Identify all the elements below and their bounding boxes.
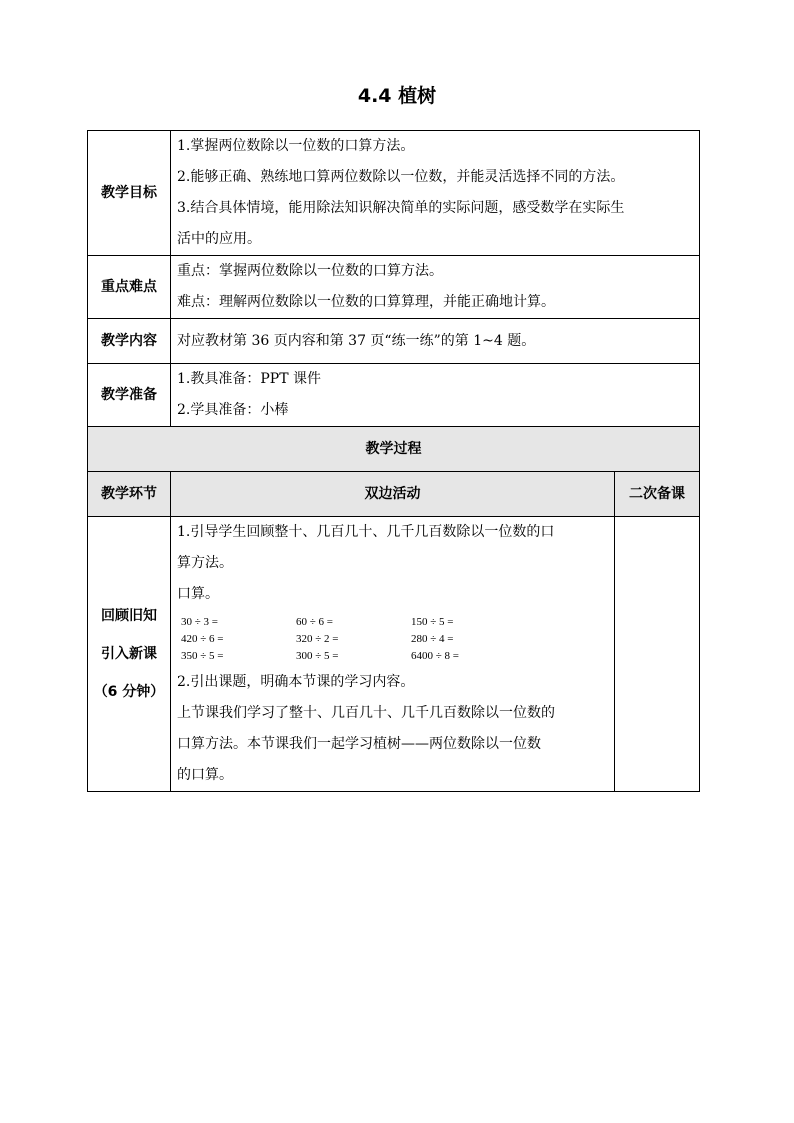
key-points-row: [88, 256, 700, 319]
key-point-line: 难点：理解两位数除以一位数的口算算理，并能正确地计算。: [177, 294, 555, 310]
calculation-grid: [177, 610, 608, 667]
content-row: [88, 319, 700, 364]
review-line: 口算。: [177, 586, 219, 602]
review-line: 算方法。: [177, 555, 233, 571]
review-content: [171, 517, 615, 792]
preparation-label: 教学准备: [88, 364, 171, 427]
review-line: 2.引出课题，明确本节课的学习内容。: [177, 674, 415, 690]
review-label: [88, 517, 171, 792]
calculation-item: 30 ÷ 3 =: [181, 616, 218, 628]
calculation-item: 280 ÷ 4 =: [411, 633, 454, 645]
column-header-row: [88, 472, 700, 517]
content-text: [171, 319, 700, 364]
review-line: 口算方法。本节课我们一起学习植树——两位数除以一位数: [177, 736, 541, 752]
calculation-item: 350 ÷ 5 =: [181, 650, 224, 662]
review-notes: [615, 517, 700, 792]
objectives-content: [171, 131, 700, 256]
process-header: 教学过程: [88, 427, 700, 472]
stage-column-header: 教学环节: [88, 472, 171, 517]
objectives-row: [88, 131, 700, 256]
content-line: 对应教材第 36 页内容和第 37 页“练一练”的第 1~4 题。: [177, 332, 536, 349]
calculation-item: 300 ÷ 5 =: [296, 650, 339, 662]
objective-line: 2.能够正确、熟练地口算两位数除以一位数，并能灵活选择不同的方法。: [177, 169, 625, 185]
key-point-line: 重点：掌握两位数除以一位数的口算方法。: [177, 263, 443, 279]
preparation-line: 1.教具准备：PPT 课件: [177, 371, 321, 387]
objective-line: 活中的应用。: [177, 231, 261, 247]
review-line: 上节课我们学习了整十、几百几十、几千几百数除以一位数的: [177, 705, 555, 721]
review-label-line: 回顾旧知: [101, 608, 157, 624]
review-line: 的口算。: [177, 767, 233, 783]
objective-line: 1.掌握两位数除以一位数的口算方法。: [177, 138, 415, 154]
review-label-line: （6 分钟）: [93, 684, 165, 700]
preparation-row: [88, 364, 700, 427]
activity-column-header: 双边活动: [171, 472, 615, 517]
preparation-content: [171, 364, 700, 427]
key-points-content: [171, 256, 700, 319]
page-title: 4.4 植树: [357, 85, 437, 107]
content-label: 教学内容: [88, 319, 171, 364]
calculation-item: 320 ÷ 2 =: [296, 633, 339, 645]
review-label-line: 引入新课: [101, 646, 157, 662]
process-header-row: [88, 427, 700, 472]
review-row: [88, 517, 700, 792]
notes-column-header: 二次备课: [615, 472, 700, 517]
review-line: 1.引导学生回顾整十、几百几十、几千几百数除以一位数的口: [177, 524, 555, 540]
calculation-item: 150 ÷ 5 =: [411, 616, 454, 628]
key-points-label: 重点难点: [88, 256, 171, 319]
objectives-label: 教学目标: [88, 131, 171, 256]
lesson-plan-table: [87, 130, 700, 792]
preparation-line: 2.学具准备：小棒: [177, 402, 289, 418]
calculation-item: 6400 ÷ 8 =: [411, 650, 459, 662]
objective-line: 3.结合具体情境，能用除法知识解决简单的实际问题，感受数学在实际生: [177, 200, 625, 216]
calculation-item: 420 ÷ 6 =: [181, 633, 224, 645]
calculation-item: 60 ÷ 6 =: [296, 616, 333, 628]
